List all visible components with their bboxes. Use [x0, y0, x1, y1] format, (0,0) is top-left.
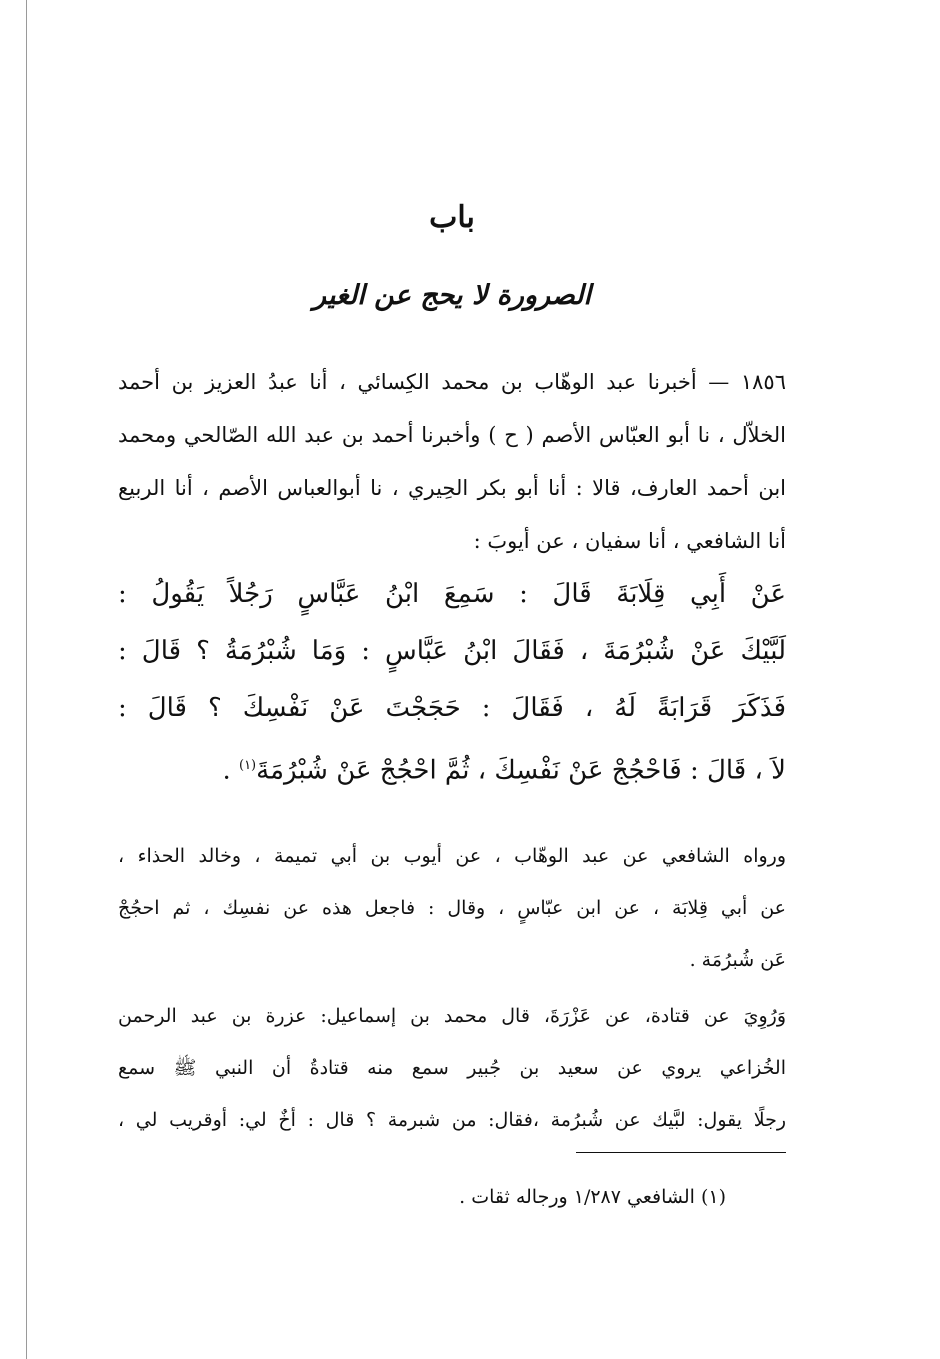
riwaya-paragraph [118, 830, 786, 986]
footnote-separator [576, 1152, 786, 1153]
book-page [118, 0, 786, 1359]
isnad-line: الخلاّل ، نا أبو العبّاس الأصم ( ح ) وأخبرنا أحمد بن عبد الله الصّالحي ومحمد [118, 423, 786, 447]
hadith-line-text: لاَ ، قَالَ : فَاحْجُجْ عَنْ نَفْسِكَ ، ثُمَّ احْجُجْ عَنْ شُبْرُمَةَ [256, 755, 786, 786]
isnad-line: ابن أحمد العارف، قالا : أنا أبو بكر الحِيري ، نا أبوالعباس الأصم ، أنا الربيع [118, 476, 786, 500]
isnad-line: ١٨٥٦ — أخبرنا عبد الوهّاب بن محمد الكِسائي ، أنا عبدُ العزيز بن أحمد [118, 370, 786, 394]
riwaya-line: عن أبي قِلابَة ، عن ابن عبّاسٍ ، وقال : فاجعل هذه عن نفسِك ، ثم احجُجْ [118, 897, 786, 919]
hadith-line-last [118, 737, 786, 800]
isnad-paragraph [118, 356, 786, 568]
chapter-title: الصرورة لا يحج عن الغير [312, 280, 592, 311]
hadith-line: عَنْ أَبِي قِلَابَةَ قَالَ : سَمِعَ ابْنُ عَبَّاسٍ رَجُلاً يَقُولُ : [118, 579, 786, 609]
binding-edge-line [26, 0, 27, 1359]
hadith-end-mark: . [222, 755, 239, 786]
ruwiya-line: الخُزاعي يروي عن سعيد بن جُبير سمع منه قتادةُ أن النبي ﷺ سمع [118, 1057, 786, 1079]
footnote-marker: (١) [238, 758, 257, 773]
isnad-line: أنا الشافعي ، أنا سفيان ، عن أيوبَ : [473, 529, 786, 553]
hadith-text [118, 566, 786, 800]
riwaya-line: عَن شُبرُمَة . [689, 949, 786, 971]
ruwiya-line: رجلًا يقول: لبَّيك عن شُبرُمة ،فقال: من شبرمة ؟ قال : أخٌ لي: أوقريب لي ، [118, 1109, 786, 1131]
hadith-line: فَذَكَرَ قَرَابَةً لَهُ ، فَقَالَ : حَجَجْتَ عَنْ نَفْسِكَ ؟ قَالَ : [118, 693, 786, 723]
ruwiya-line: وَرُوِيَ عن قتادة، عن عَزْرَةَ، قال محمد بن إسماعيل: عزرة بن عبد الرحمن [118, 1005, 786, 1027]
footnote-text: (١) الشافعي ١/٢٨٧ ورجاله ثقات . [459, 1186, 726, 1208]
ruwiya-paragraph [118, 990, 786, 1146]
riwaya-line: ورواه الشافعي عن عبد الوهّاب ، عن أيوب بن أبي تميمة ، وخالد الحذاء ، [118, 845, 786, 867]
chapter-heading: باب [429, 200, 475, 235]
hadith-line: لَبَّيْكَ عَنْ شُبْرُمَةَ ، فَقَالَ ابْنُ عَبَّاسٍ : وَمَا شُبْرُمَةُ ؟ قَالَ : [118, 636, 786, 666]
